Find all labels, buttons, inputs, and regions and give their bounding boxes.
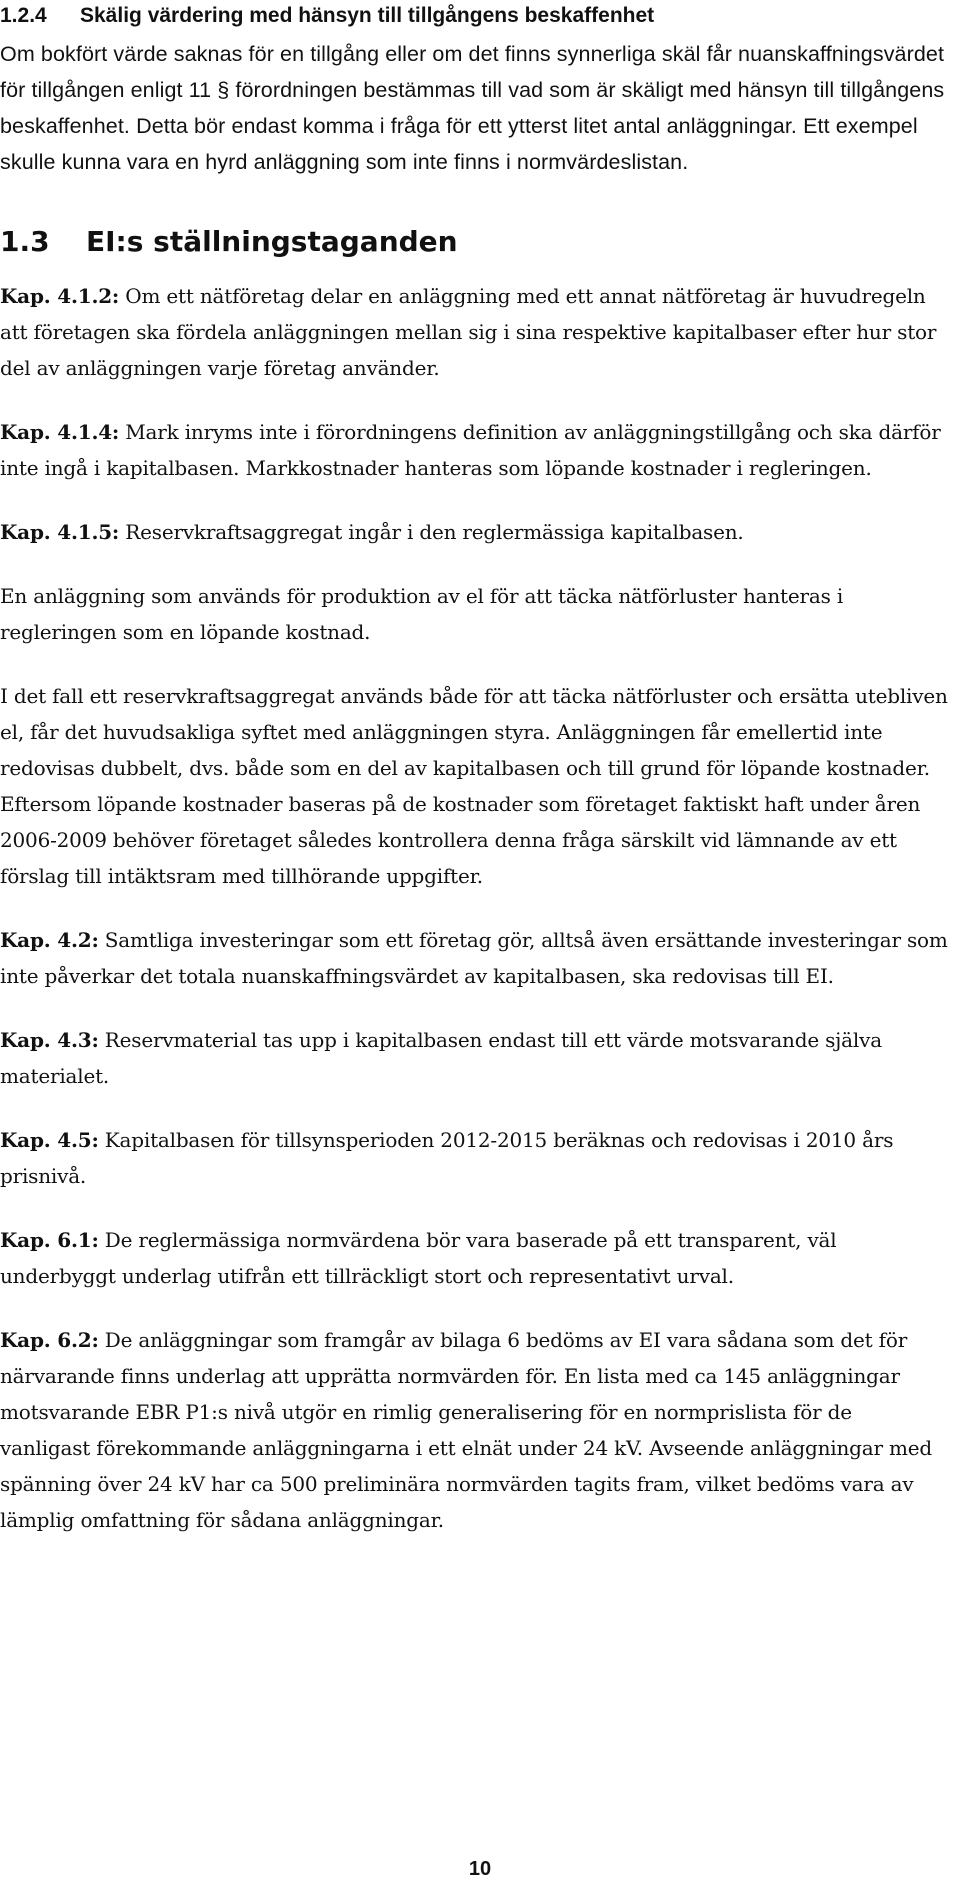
paragraph-kap-4-5 bbox=[0, 1122, 948, 1194]
chapter-reference: Kap. 6.1: bbox=[0, 1228, 99, 1252]
section-title: EI:s ställningstaganden bbox=[86, 225, 458, 258]
section-heading-1-3 bbox=[0, 224, 948, 260]
paragraph-text: Reservkraftsaggregat ingår i den reglermässiga kapitalbasen. bbox=[119, 520, 744, 544]
chapter-reference: Kap. 6.2: bbox=[0, 1328, 99, 1352]
chapter-reference: Kap. 4.1.5: bbox=[0, 520, 120, 544]
section-body-paragraph: Om bokfört värde saknas för en tillgång eller om det finns synnerliga skäl får nuanskaffningsvärdet för tillgången enligt 11 § förordningen bestämmas till vad som är skäligt med hänsyn till tillgångens beskaffenhet. Detta bör endast komma i fråga för ett ytterst litet antal anläggningar. Ett exempel skulle kunna vara en hyrd anläggning som inte finns i normvärdeslistan. bbox=[0, 42, 945, 174]
paragraph-text: Mark inryms inte i förordningens definition av anläggningstillgång och ska därför inte ingå i kapitalbasen. Markkostnader hanteras som löpande kostnader i regleringen. bbox=[0, 420, 941, 480]
paragraph-kap-6-1 bbox=[0, 1222, 948, 1294]
paragraph-kap-4-1-2 bbox=[0, 278, 948, 386]
section-number: 1.2.4 bbox=[0, 4, 47, 27]
chapter-reference: Kap. 4.3: bbox=[0, 1028, 99, 1052]
paragraph-text: De anläggningar som framgår av bilaga 6 bedöms av EI vara sådana som det för närvarande finns underlag att upprätta normvärden för. En lista med ca 145 anläggningar motsvarande EBR P1:s nivå utgör en rimlig generalisering för en normprislista för de vanligast förekommande anläggningarna i ett elnät under 24 kV. Avseende anläggningar med spänning över 24 kV har ca 500 preliminära normvärden tagits fram, vilket bedöms vara av lämplig omfattning för sådana anläggningar. bbox=[0, 1328, 932, 1532]
paragraph-reserve-power-unit bbox=[0, 678, 948, 894]
paragraph-text: Samtliga investeringar som ett företag gör, alltså även ersättande investeringar som inte påverkar det totala nuanskaffningsvärdet av kapitalbasen, ska redovisas till EI. bbox=[0, 928, 948, 988]
chapter-reference: Kap. 4.2: bbox=[0, 928, 99, 952]
chapter-reference: Kap. 4.1.2: bbox=[0, 284, 120, 308]
paragraph-text: En anläggning som används för produktion av el för att täcka nätförluster hanteras i regleringen som en löpande kostnad. bbox=[0, 584, 844, 644]
paragraph-kap-4-1-4 bbox=[0, 414, 948, 486]
paragraph-text: Om ett nätföretag delar en anläggning med ett annat nätföretag är huvudregeln att företagen ska fördela anläggningen mellan sig i sina respektive kapitalbaser efter hur stor del av anläggningen varje företag använder. bbox=[0, 284, 937, 380]
paragraph-kap-6-2 bbox=[0, 1322, 948, 1538]
section-heading-1-2-4 bbox=[0, 0, 948, 32]
page-number: 10 bbox=[468, 1858, 492, 1880]
paragraph-text: Reservmaterial tas upp i kapitalbasen endast till ett värde motsvarande själva materialet. bbox=[0, 1028, 882, 1088]
paragraph-text: I det fall ett reservkraftsaggregat används både för att täcka nätförluster och ersätta utebliven el, får det huvudsakliga syftet med anläggningen styra. Anläggningen får emellertid inte redovisas dubbelt, dvs. både som en del av kapitalbasen och till grund för löpande kostnader. Eftersom löpande kostnader baseras på de kostnader som företaget faktiskt haft under åren 2006-2009 behöver företaget således kontrollera denna fråga särskilt vid lämnande av ett förslag till intäktsram med tillhörande uppgifter. bbox=[0, 684, 948, 888]
paragraph-kap-4-1-5 bbox=[0, 514, 948, 550]
chapter-reference: Kap. 4.1.4: bbox=[0, 420, 120, 444]
section-number: 1.3 bbox=[0, 225, 50, 258]
paragraph-kap-4-3 bbox=[0, 1022, 948, 1094]
paragraph-text: De reglermässiga normvärdena bör vara baserade på ett transparent, väl underbyggt underlag utifrån ett tillräckligt stort och representativt urval. bbox=[0, 1228, 837, 1288]
paragraph-text: Kapitalbasen för tillsynsperioden 2012-2015 beräknas och redovisas i 2010 års prisnivå. bbox=[0, 1128, 894, 1188]
section-title: Skälig värdering med hänsyn till tillgångens beskaffenhet bbox=[80, 4, 655, 27]
paragraph-production-for-losses bbox=[0, 578, 948, 650]
paragraph-kap-4-2 bbox=[0, 922, 948, 994]
chapter-reference: Kap. 4.5: bbox=[0, 1128, 99, 1152]
